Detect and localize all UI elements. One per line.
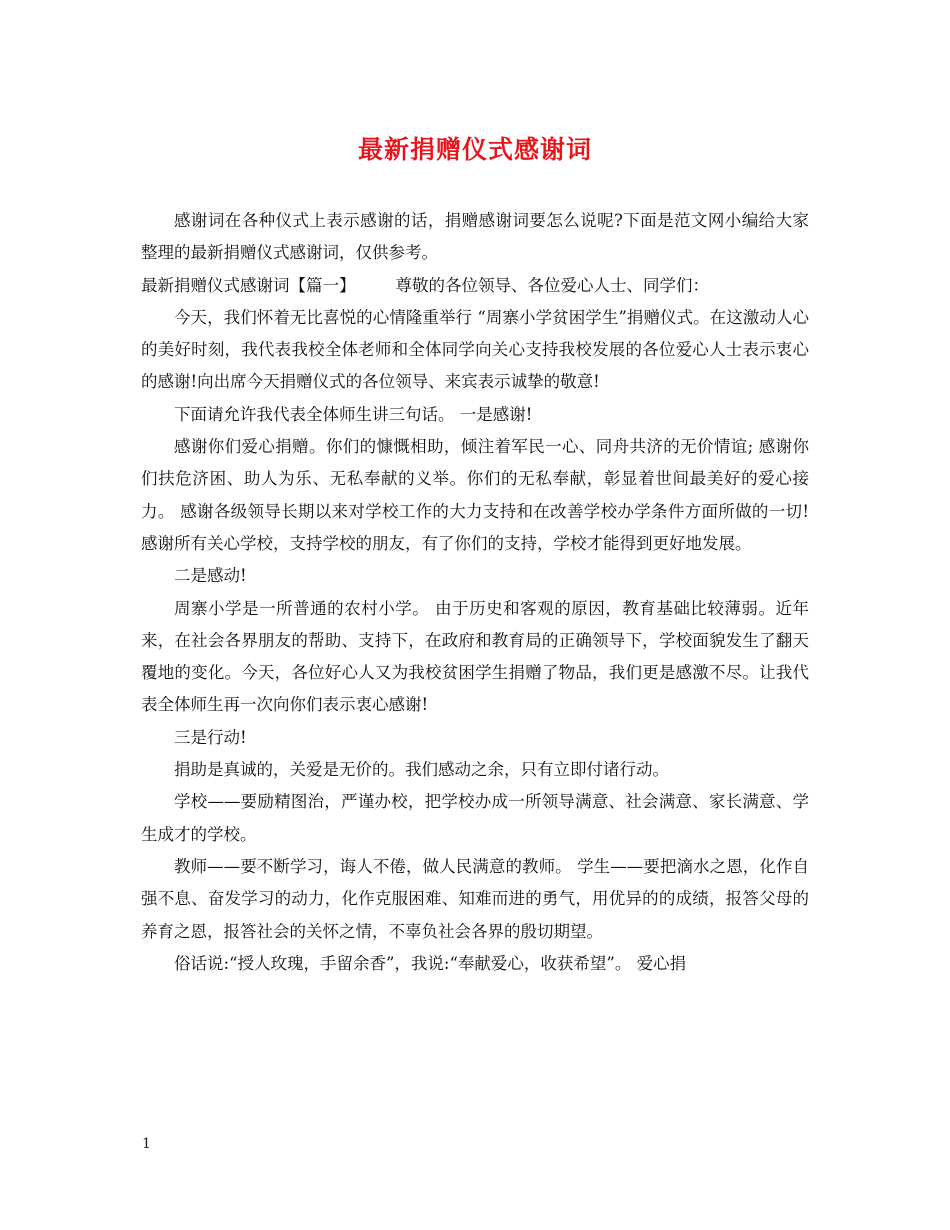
salutation: 尊敬的各位领导、各位爱心人士、同学们： [395, 275, 709, 295]
section-heading-line [141, 270, 809, 302]
body-paragraph-8: 学校——要励精图治，严谨办校，把学校办成一所领导满意、社会满意、家长满意、学生成才的学校。 [141, 792, 809, 844]
body-paragraph-4: 二是感动! [174, 566, 247, 586]
body-paragraph-1: 今天，我们怀着无比喜悦的心情隆重举行 “周寨小学贫困学生”捐赠仪式。在这激动人心的美好时刻，我代表我校全体老师和全体同学向关心支持我校发展的各位爱心人士表示衷心的感谢!向出席今天捐赠仪式的各位领导、来宾表示诚挚的敬意! [141, 307, 809, 392]
page-number: 1 [142, 1136, 151, 1152]
document-title: 最新捐赠仪式感谢词 [357, 135, 592, 164]
section-heading: 最新捐赠仪式感谢词【篇一】 [141, 275, 356, 295]
body-paragraph-7: 捐助是真诚的，关爱是无价的。我们感动之余，只有立即付诸行动。 [174, 760, 669, 780]
body-paragraph-5: 周寨小学是一所普通的农村小学。 由于历史和客观的原因，教育基础比较薄弱。近年来，在社会各界朋友的帮助、支持下，在政府和教育局的正确领导下，学校面貌发生了翻天覆地的变化。今天，各位好心人又为我校贫困学生捐赠了物品，我们更是感激不尽。让我代表全体师生再一次向你们表示衷心感谢! [141, 598, 809, 715]
body-paragraph-2: 下面请允许我代表全体师生讲三句话。 一是感谢! [174, 404, 533, 424]
body-paragraph-3: 感谢你们爱心捐赠。你们的慷慨相助，倾注着军民一心、同舟共济的无价情谊; 感谢你们扶危济困、助人为乐、无私奉献的义举。你们的无私奉献，彰显着世间最美好的爱心接力。 感谢各级领导长期以来对学校工作的大力支持和在改善学校办学条件方面所做的一切! 感谢所有关心学校，支持学校的朋友，有了你们的支持，学校才能得到更好地发展。 [141, 437, 809, 553]
body-paragraph-9: 教师——要不断学习，诲人不倦，做人民满意的教师。 学生——要把滴水之恩，化作自强不息、奋发学习的动力，化作克服困难、知难而进的勇气，用优异的的成绩，报答父母的养育之恩，报答社会的关怀之情，不辜负社会各界的殷切期望。 [141, 856, 809, 941]
body-paragraph-6: 三是行动! [174, 727, 247, 747]
intro-paragraph: 感谢词在各种仪式上表示感谢的话，捐赠感谢词要怎么说呢?下面是范文网小编给大家整理的最新捐赠仪式感谢词，仅供参考。 [141, 211, 809, 263]
document-body [141, 205, 809, 980]
body-paragraph-10: 俗话说:“授人玫瑰，手留余香”，我说:“奉献爱心，收获希望”。 爱心捐 [174, 953, 687, 973]
